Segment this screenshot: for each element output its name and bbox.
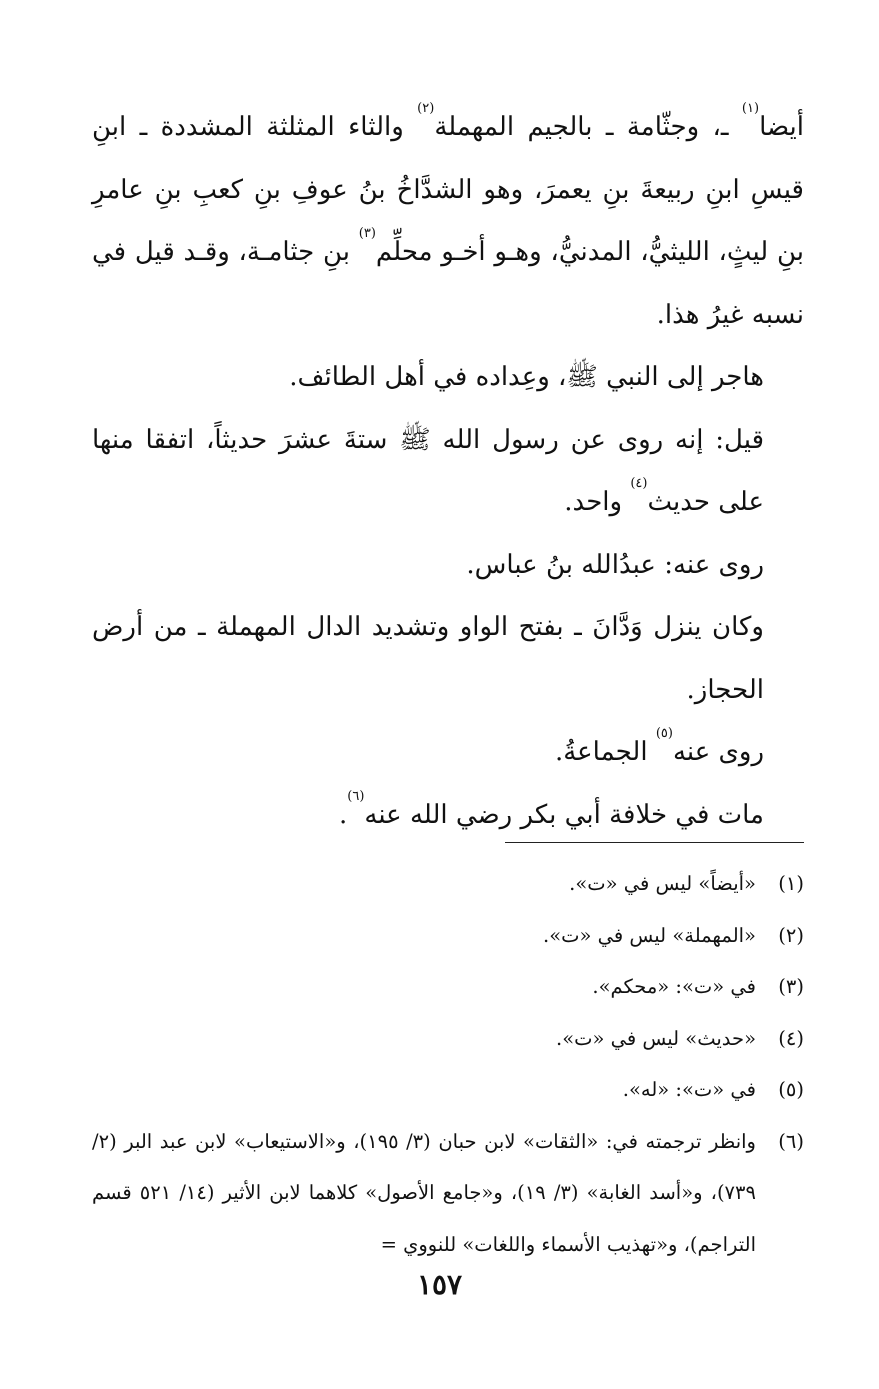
footnote-ref-1[interactable]: (١) <box>741 101 760 116</box>
footnote-text: في «ت»: «له». <box>622 1078 756 1101</box>
paragraph-hadith-count <box>92 409 804 534</box>
footnote-text: في «ت»: «محكم». <box>592 975 756 998</box>
footnote-text: «حديث» ليس في «ت». <box>556 1026 756 1050</box>
footnote-divider <box>505 842 804 843</box>
text-segment: واحد. <box>564 487 631 517</box>
text-segment: . <box>338 799 348 830</box>
footnote-item <box>92 858 804 910</box>
paragraph-migration: هاجر إلى النبي ﷺ، وعِداده في أهل الطائف. <box>289 362 764 392</box>
footnote-text: «المهملة» ليس في «ت». <box>543 923 756 947</box>
footnote-number: (٤) <box>778 1026 804 1050</box>
paragraph-death <box>92 784 804 847</box>
text-segment: أيضا <box>759 112 804 142</box>
text-segment: ـ، وجثّامة ـ بالجيم المهملة <box>434 112 742 142</box>
footnote-number: (٥) <box>778 1078 804 1101</box>
footnotes-section <box>92 858 804 1270</box>
footnote-ref-3[interactable]: (٣) <box>358 226 376 241</box>
text-segment: والثاء المثلثة المشددة ـ ابنِ قيسِ ابنِ ربيعةَ بنِ يعمرَ، وهو الشدَّاخُ بنُ عوفِ بنِ كعبِ بنِ عامرِ بنِ ليثٍ، الليثيُّ، المدنيُّ، وهـو أخـو محلِّم <box>92 112 805 267</box>
text-segment: روى عنه <box>672 737 764 767</box>
footnote-ref-4[interactable]: (٤) <box>630 476 648 491</box>
text-segment: بنِ جثامـة، وقـد قيل في نسبه غيرُ هذا. <box>92 237 804 330</box>
paragraph-narrator: روى عنه: عبدُالله بنُ عباس. <box>466 549 764 580</box>
footnote-text: وانظر ترجمته في: «الثقات» لابن حبان (٣/ ١٩٥)، و«الاستيعاب» لابن عبد البر (٢/ ٧٣٩)، و«أسد الغابة» (٣/ ١٩)، و«جامع الأصول» كلاهما لابن الأثير (١٤/ ٥٢١ قسم التراجم)، و«تهذيب الأسماء واللغات» للنووي = <box>92 1129 756 1256</box>
text-segment: قيل: إنه روى عن رسول الله ﷺ ستةَ عشرَ حديثاً، اتفقا منها على حديث <box>92 424 764 517</box>
page-number: ١٥٧ <box>416 1268 463 1301</box>
footnote-text: «أيضاً» ليس في «ت». <box>569 872 756 895</box>
footnote-item <box>92 910 804 962</box>
footnote-item <box>92 1064 804 1116</box>
paragraph-narrated-by <box>92 721 804 784</box>
main-text <box>92 96 804 846</box>
footnote-ref-6[interactable]: (٦) <box>347 788 365 804</box>
text-segment: الجماعةُ. <box>554 737 656 767</box>
paragraph-biography <box>92 96 804 346</box>
footnote-number: (٢) <box>778 923 804 947</box>
paragraph-residence: وكان ينزل وَدَّانَ ـ بفتح الواو وتشديد الدال المهملة ـ من أرض الحجاز. <box>92 612 764 705</box>
footnote-number: (٣) <box>778 975 804 998</box>
footnote-ref-2[interactable]: (٢) <box>417 101 435 116</box>
text-segment: مات في خلافة أبي بكر رضي الله عنه <box>364 799 764 830</box>
footnote-number: (٦) <box>778 1129 804 1153</box>
footnote-item <box>92 961 804 1013</box>
footnote-item <box>92 1013 804 1065</box>
footnote-ref-5[interactable]: (٥) <box>655 726 673 741</box>
footnote-number: (١) <box>778 872 804 895</box>
footnote-item <box>92 1116 804 1271</box>
